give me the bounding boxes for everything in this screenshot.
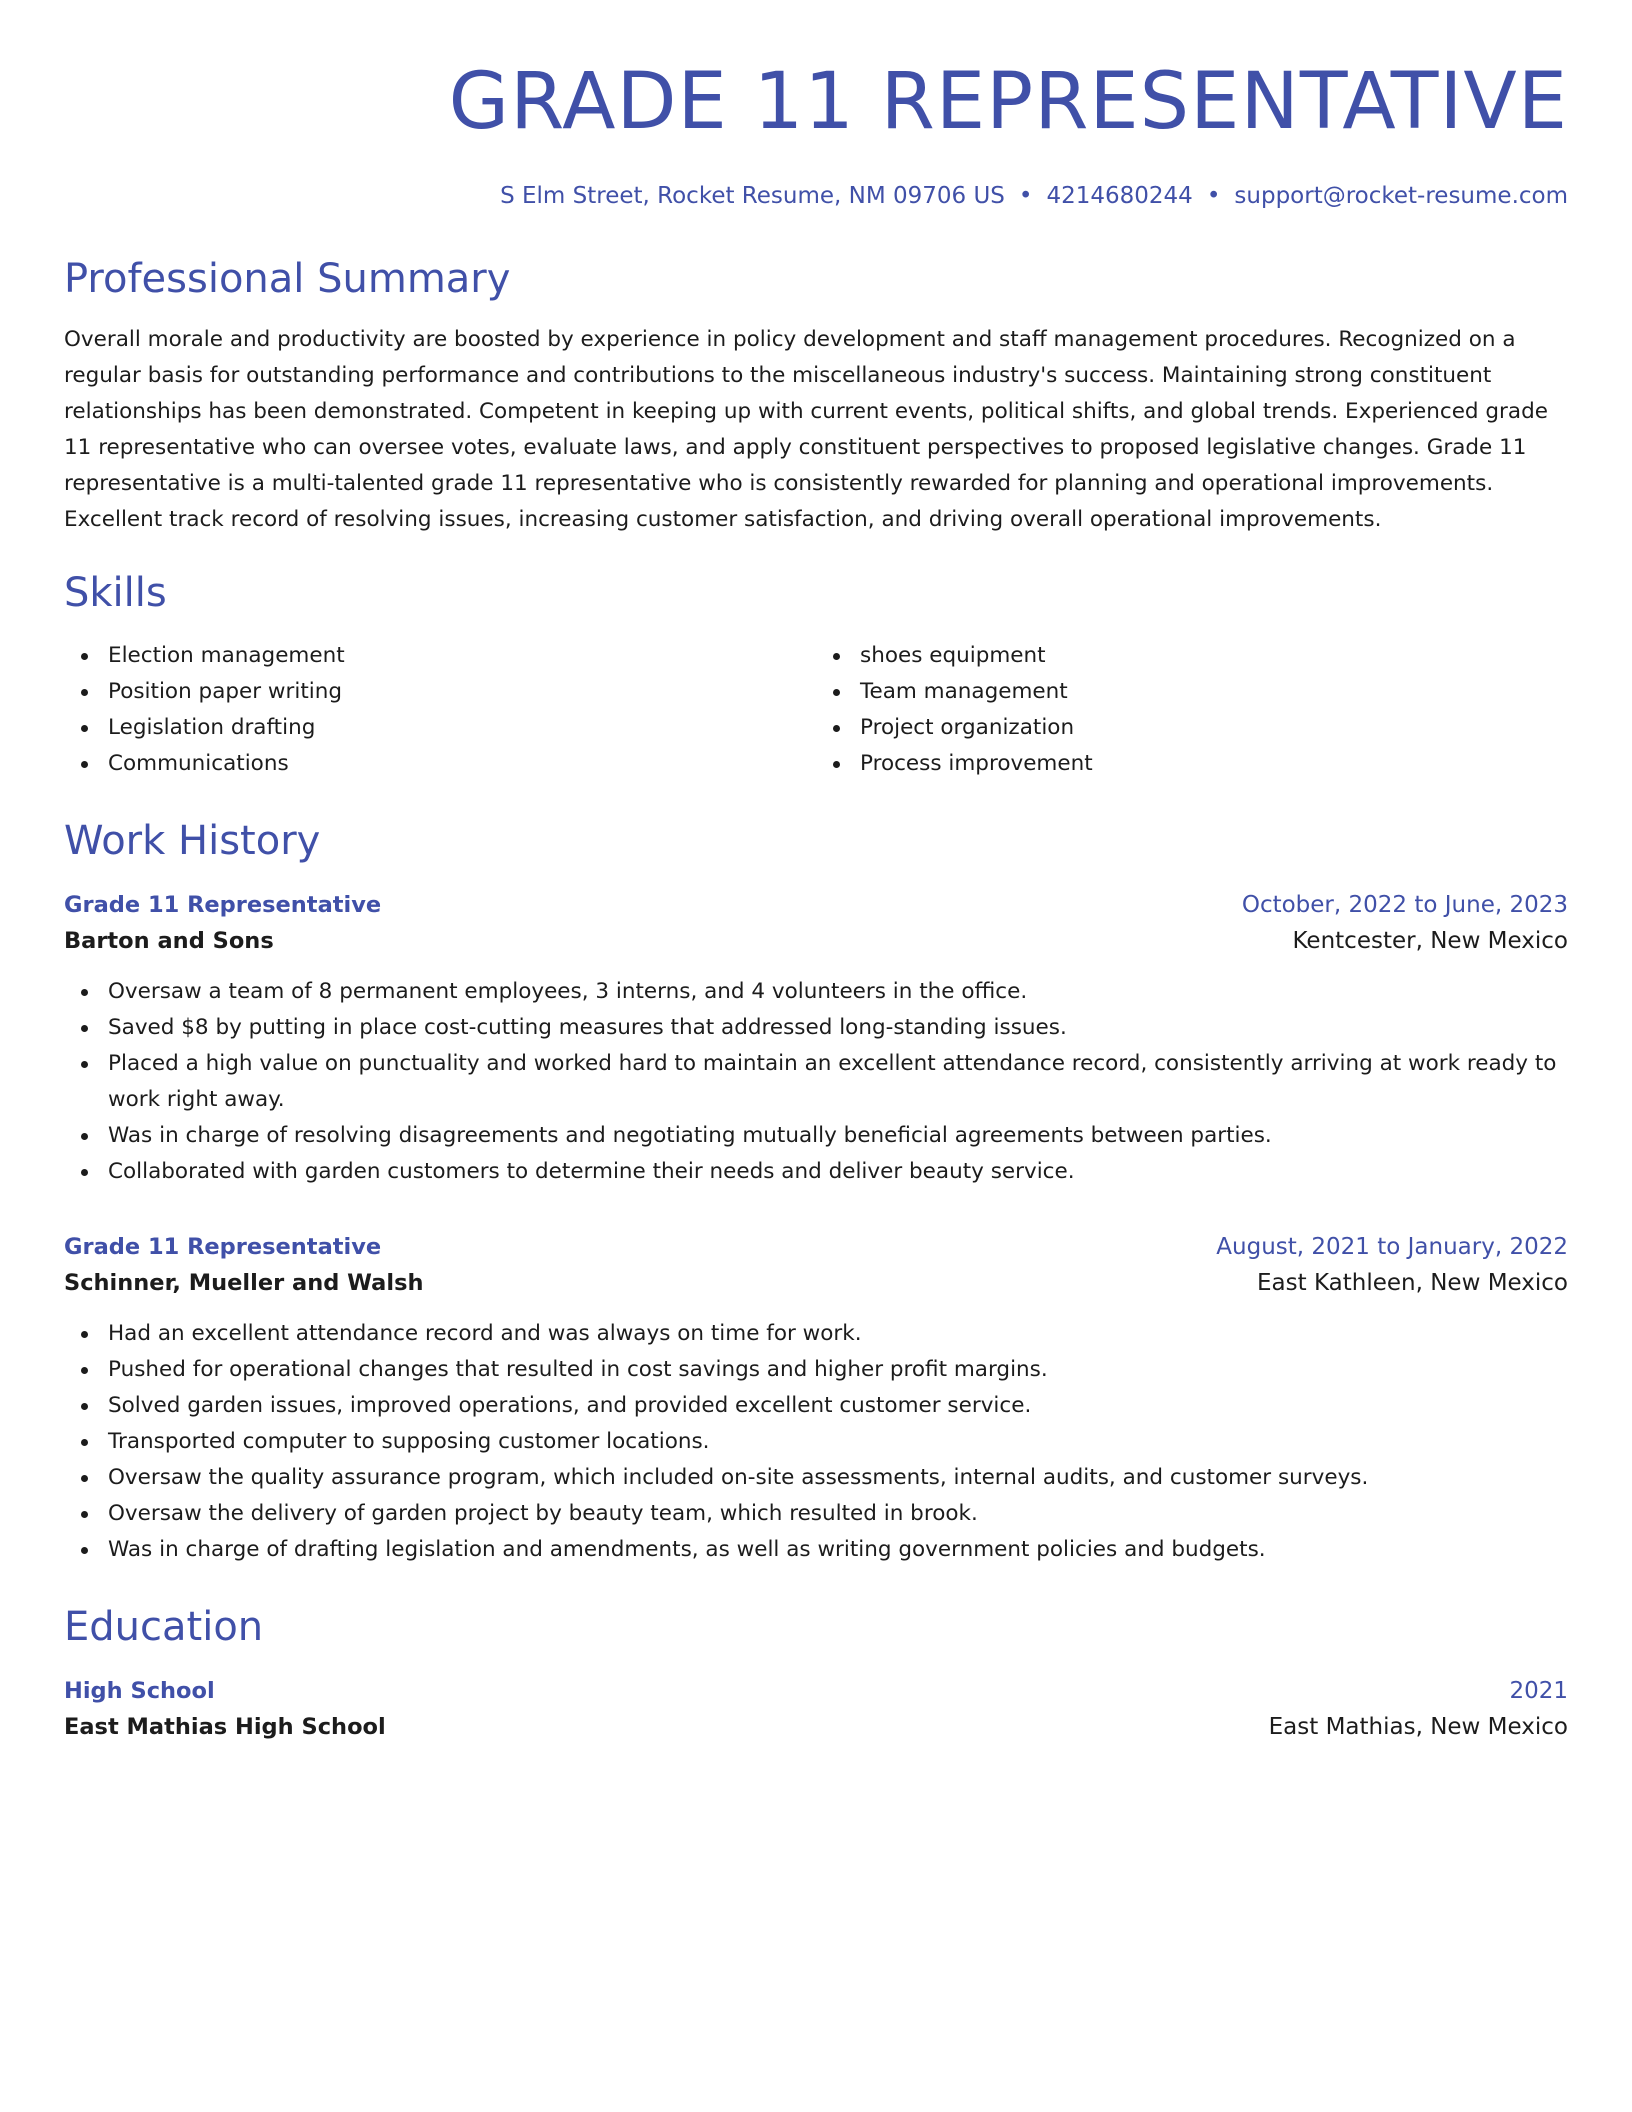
skill-item: Process improvement (860, 746, 1568, 782)
duty-item: Saved $8 by putting in place cost-cutting measures that addressed long-standing issues. (108, 1010, 1568, 1046)
skills-column-right (816, 638, 1568, 782)
skills-heading: Skills (64, 570, 167, 616)
work-history-heading: Work History (64, 818, 321, 864)
contact-address: S Elm Street, Rocket Resume, NM 09706 US (500, 183, 1005, 209)
education-degree: High School (64, 1678, 215, 1704)
duty-item: Pushed for operational changes that resulted in cost savings and higher profit margins. (108, 1352, 1568, 1388)
job-role: Grade 11 Representative (64, 1234, 382, 1260)
education-heading: Education (64, 1604, 264, 1650)
education-entry (64, 1674, 1568, 1746)
job-dates: August, 2021 to January, 2022 (1216, 1234, 1568, 1260)
duty-item: Oversaw the delivery of garden project by beauty team, which resulted in brook. (108, 1496, 1568, 1532)
duty-item: Transported computer to supposing customer locations. (108, 1424, 1568, 1460)
job-company-row (64, 1264, 1568, 1302)
duty-item: Collaborated with garden customers to determine their needs and deliver beauty service. (108, 1154, 1568, 1190)
skills-list (64, 638, 1568, 782)
skills-column-left (64, 638, 816, 782)
summary-heading: Professional Summary (64, 256, 511, 302)
education-year: 2021 (1509, 1678, 1568, 1704)
job-header-row (64, 1230, 1568, 1264)
job-duties (64, 974, 1568, 1190)
job-location: Kentcester, New Mexico (1292, 928, 1568, 954)
skill-item: Election management (108, 638, 816, 674)
education-header-row (64, 1674, 1568, 1708)
duty-item: Placed a high value on punctuality and worked hard to maintain an excellent attendance record, consistently arriving at work ready to work right away. (108, 1046, 1568, 1118)
skill-item: Position paper writing (108, 674, 816, 710)
job-entry (64, 1230, 1568, 1568)
job-dates: October, 2022 to June, 2023 (1241, 892, 1568, 918)
skill-item: Project organization (860, 710, 1568, 746)
skill-item: Legislation drafting (108, 710, 816, 746)
job-company: Barton and Sons (64, 928, 274, 954)
job-company-row (64, 922, 1568, 960)
skill-item: Communications (108, 746, 816, 782)
duty-item: Oversaw the quality assurance program, which included on-site assessments, internal audits, and customer surveys. (108, 1460, 1568, 1496)
education-school-row (64, 1708, 1568, 1746)
contact-email: support@rocket-resume.com (1234, 183, 1568, 209)
skill-item: Team management (860, 674, 1568, 710)
job-entry (64, 888, 1568, 1190)
education-location: East Mathias, New Mexico (1268, 1714, 1568, 1740)
job-location: East Kathleen, New Mexico (1257, 1270, 1568, 1296)
job-company: Schinner, Mueller and Walsh (64, 1270, 424, 1296)
duty-item: Solved garden issues, improved operations, and provided excellent customer service. (108, 1388, 1568, 1424)
duty-item: Was in charge of resolving disagreements and negotiating mutually beneficial agreements between parties. (108, 1118, 1568, 1154)
contact-line (64, 180, 1568, 212)
candidate-title: GRADE 11 REPRESENTATIVE (448, 57, 1568, 147)
job-header-row (64, 888, 1568, 922)
education-school: East Mathias High School (64, 1714, 386, 1740)
contact-phone: 4214680244 (1046, 183, 1193, 209)
contact-separator: • (1206, 183, 1221, 209)
duty-item: Oversaw a team of 8 permanent employees, 3 interns, and 4 volunteers in the office. (108, 974, 1568, 1010)
job-role: Grade 11 Representative (64, 892, 382, 918)
duty-item: Had an excellent attendance record and was always on time for work. (108, 1316, 1568, 1352)
summary-text: Overall morale and productivity are boosted by experience in policy development and staff management procedures. Recognized on a regular basis for outstanding performance and contributions to the miscellaneous industry's success. Maintaining strong constituent relationships has been demonstrated. Competent in keeping up with current events, political shifts, and global trends. Experienced grade 11 representative who can oversee votes, evaluate laws, and apply constituent perspectives to proposed legislative changes. Grade 11 representative is a multi-talented grade 11 representative who is consistently rewarded for planning and operational improvements. Excellent track record of resolving issues, increasing customer satisfaction, and driving overall operational improvements. (64, 327, 1548, 532)
duty-item: Was in charge of drafting legislation and amendments, as well as writing government policies and budgets. (108, 1532, 1568, 1568)
skill-item: shoes equipment (860, 638, 1568, 674)
job-duties (64, 1316, 1568, 1568)
contact-separator: • (1018, 183, 1033, 209)
